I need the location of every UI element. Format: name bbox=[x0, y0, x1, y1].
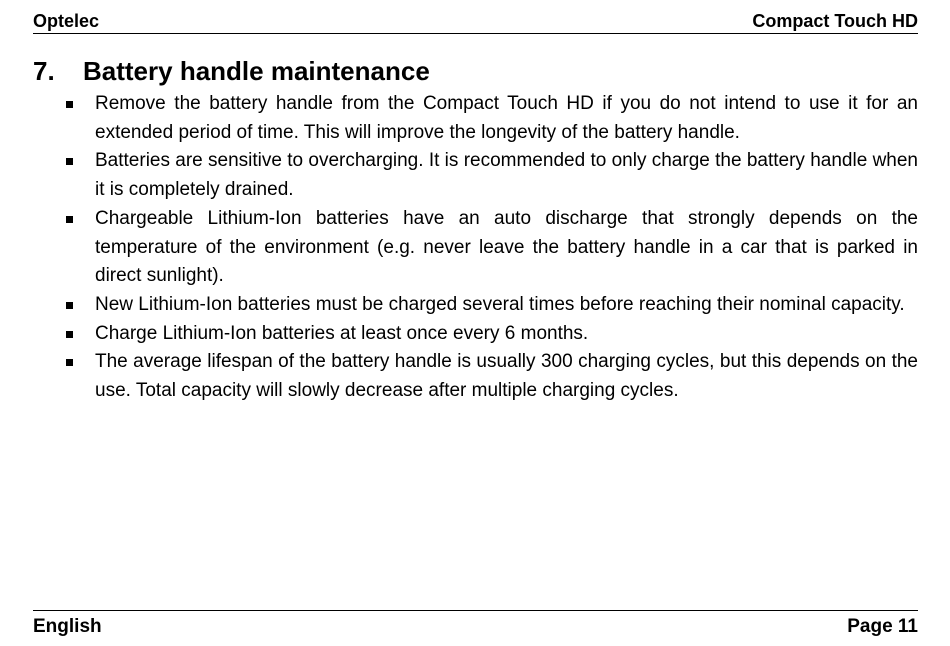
bullet-icon bbox=[66, 359, 73, 366]
bullet-list bbox=[62, 90, 918, 406]
header-product: Compact Touch HD bbox=[752, 11, 918, 31]
bullet-icon bbox=[66, 216, 73, 223]
bullet-icon bbox=[66, 158, 73, 165]
list-item-text: Remove the battery handle from the Compact Touch HD if you do not intend to use it for an extended period of time. This will improve the longevity of the battery handle. bbox=[95, 93, 918, 143]
footer-page-number: Page 11 bbox=[847, 616, 918, 637]
list-item-text: Batteries are sensitive to overcharging. It is recommended to only charge the battery handle when it is completely drained. bbox=[95, 150, 918, 201]
page-footer bbox=[33, 610, 918, 641]
page-header bbox=[33, 8, 918, 34]
section-number: 7. bbox=[33, 56, 55, 86]
list-item bbox=[62, 90, 918, 147]
list-item bbox=[62, 320, 918, 349]
list-item-text: Chargeable Lithium-Ion batteries have an auto discharge that strongly depends on the temperature of the environment (e.g. never leave the battery handle in a car that is parked in direct sunlight). bbox=[95, 207, 918, 287]
header-brand: Optelec bbox=[33, 11, 100, 31]
bullet-icon bbox=[66, 302, 73, 309]
footer-language: English bbox=[33, 616, 102, 637]
list-item bbox=[62, 147, 918, 204]
list-item bbox=[62, 291, 918, 320]
list-item-text: New Lithium-Ion batteries must be charged several times before reaching their nominal capacity. bbox=[95, 293, 905, 315]
list-item-text: Charge Lithium-Ion batteries at least once every 6 months. bbox=[95, 322, 589, 344]
section-title: Battery handle maintenance bbox=[83, 56, 430, 86]
bullet-icon bbox=[66, 101, 73, 108]
bullet-icon bbox=[66, 331, 73, 338]
list-item-text: The average lifespan of the battery handle is usually 300 charging cycles, but this depends on the use. Total capacity will slowly decrease after multiple charging cycles. bbox=[95, 351, 918, 402]
list-item bbox=[62, 205, 918, 291]
section-heading bbox=[33, 56, 430, 86]
list-item bbox=[62, 348, 918, 405]
